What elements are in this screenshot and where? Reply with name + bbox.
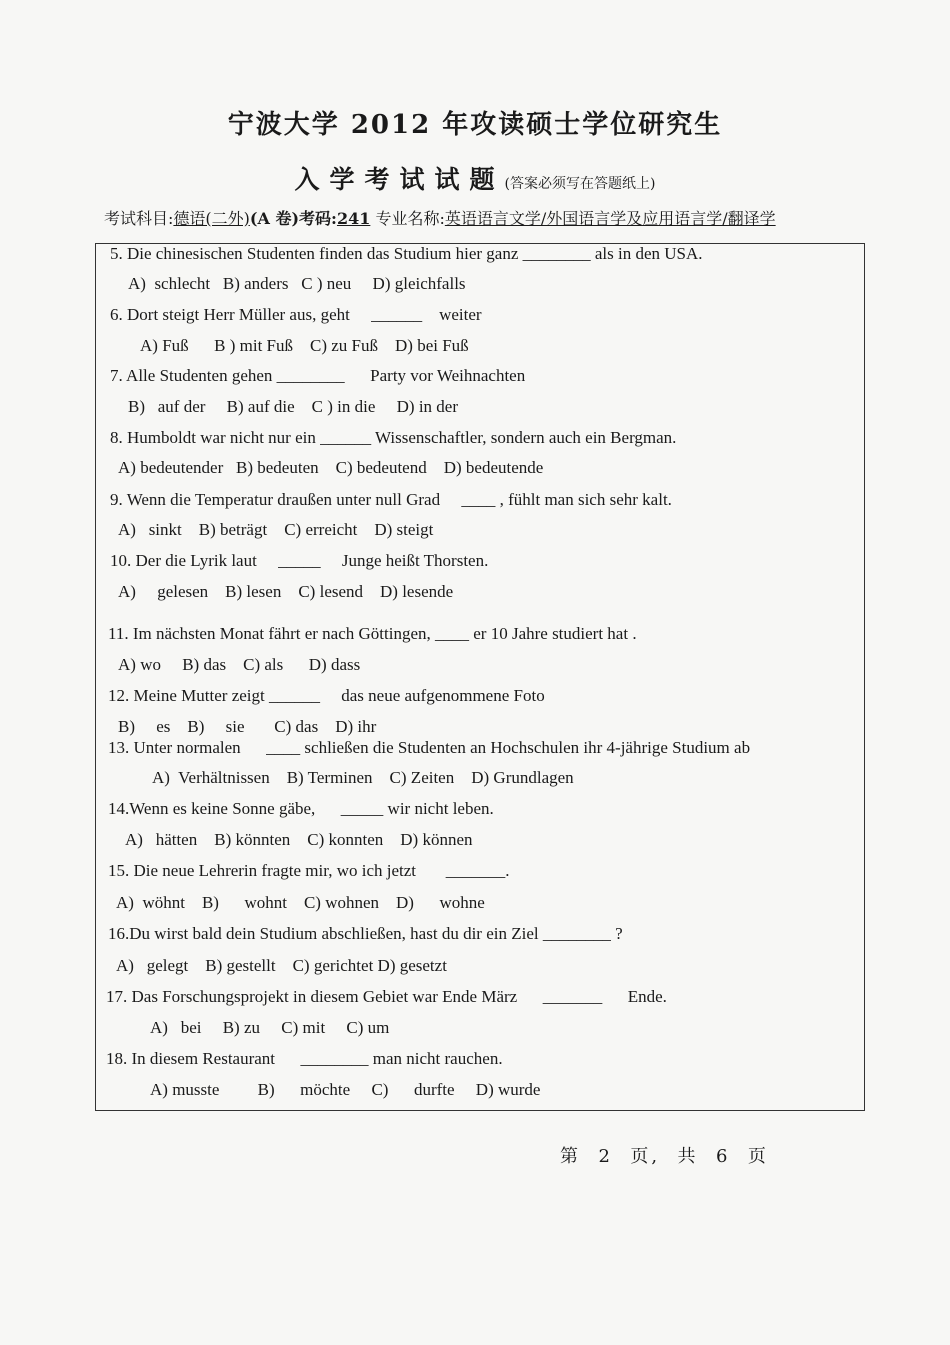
question-9: 9. Wenn die Temperatur draußen unter null Grad ____ , fühlt man sich sehr kalt. xyxy=(110,490,672,509)
question-16: 16.Du wirst bald dein Studium abschließen, hast du dir ein Ziel ________ ? xyxy=(108,924,623,943)
question-14: 14.Wenn es keine Sonne gäbe, _____ wir nicht leben. xyxy=(108,799,494,818)
paper-code: 241 xyxy=(336,209,371,228)
options-13: A) Verhältnissen B) Terminen C) Zeiten D) Grundlagen xyxy=(152,768,574,787)
subject-line xyxy=(104,206,884,229)
question-18: 18. In diesem Restaurant ________ man nicht rauchen. xyxy=(106,1049,503,1068)
question-12: 12. Meine Mutter zeigt ______ das neue aufgenommene Foto xyxy=(108,686,545,705)
options-15: A) wöhnt B) wohnt C) wohnen D) wohne xyxy=(116,893,485,912)
question-17: 17. Das Forschungsprojekt in diesem Gebiet war Ende März _______ Ende. xyxy=(106,987,667,1006)
question-11: 11. Im nächsten Monat fährt er nach Göttingen, ____ er 10 Jahre studiert hat . xyxy=(108,624,637,643)
options-17: A) bei B) zu C) mit C) um xyxy=(150,1018,390,1037)
question-6: 6. Dort steigt Herr Müller aus, geht ______ weiter xyxy=(110,305,482,324)
options-14: A) hätten B) könnten C) konnten D) können xyxy=(125,830,473,849)
question-7: 7. Alle Studenten gehen ________ Party vor Weihnachten xyxy=(110,366,526,385)
page-number: 第 2 页, 共 6 页 xyxy=(560,1146,769,1167)
options-10: A) gelesen B) lesen C) lesend D) lesende xyxy=(118,582,454,601)
subject-name: 德语(二外) xyxy=(173,209,250,228)
question-15: 15. Die neue Lehrerin fragte mir, wo ich jetzt _______. xyxy=(108,861,510,880)
answer-note: (答案必须写在答题纸上) xyxy=(504,176,656,192)
options-8: A) bedeutender B) bedeuten C) bedeutend D) bedeutende xyxy=(118,458,544,477)
question-10: 10. Der die Lyrik laut _____ Junge heißt Thorsten. xyxy=(110,551,489,570)
subject-prefix: 考试科目: xyxy=(104,209,174,228)
major-name: 英语语言文学/外国语言学及应用语言学/翻译学 xyxy=(444,209,776,228)
question-13: 13. Unter normalen ____ schließen die Studenten an Hochschulen ihr 4-jährige Studium ab xyxy=(108,738,751,757)
question-8: 8. Humboldt war nicht nur ein ______ Wissenschaftler, sondern auch ein Bergman. xyxy=(110,428,677,447)
major-label: 专业名称: xyxy=(370,209,445,228)
exam-subtitle xyxy=(0,160,950,196)
options-6: A) Fuß B ) mit Fuß C) zu Fuß D) bei Fuß xyxy=(140,336,469,355)
paper-code-label: (A 卷)考码: xyxy=(249,209,337,228)
options-5: A) schlecht B) anders C ) neu D) gleichfalls xyxy=(128,274,466,293)
options-16: A) gelegt B) gestellt C) gerichtet D) gesetzt xyxy=(116,956,447,975)
exam-subtitle-text: 入学考试试题 xyxy=(294,165,505,194)
options-7: B) auf der B) auf die C ) in die D) in der xyxy=(128,397,458,416)
options-18: A) musste B) möchte C) durfte D) wurde xyxy=(150,1080,541,1099)
options-12: B) es B) sie C) das D) ihr xyxy=(118,717,377,736)
options-11: A) wo B) das C) als D) dass xyxy=(118,655,361,674)
question-5: 5. Die chinesischen Studenten finden das Studium hier ganz ________ als in den USA. xyxy=(110,244,703,263)
options-9: A) sinkt B) beträgt C) erreicht D) steigt xyxy=(118,520,434,539)
exam-title: 宁波大学 2012 年攻读硕士学位研究生 xyxy=(227,110,723,140)
